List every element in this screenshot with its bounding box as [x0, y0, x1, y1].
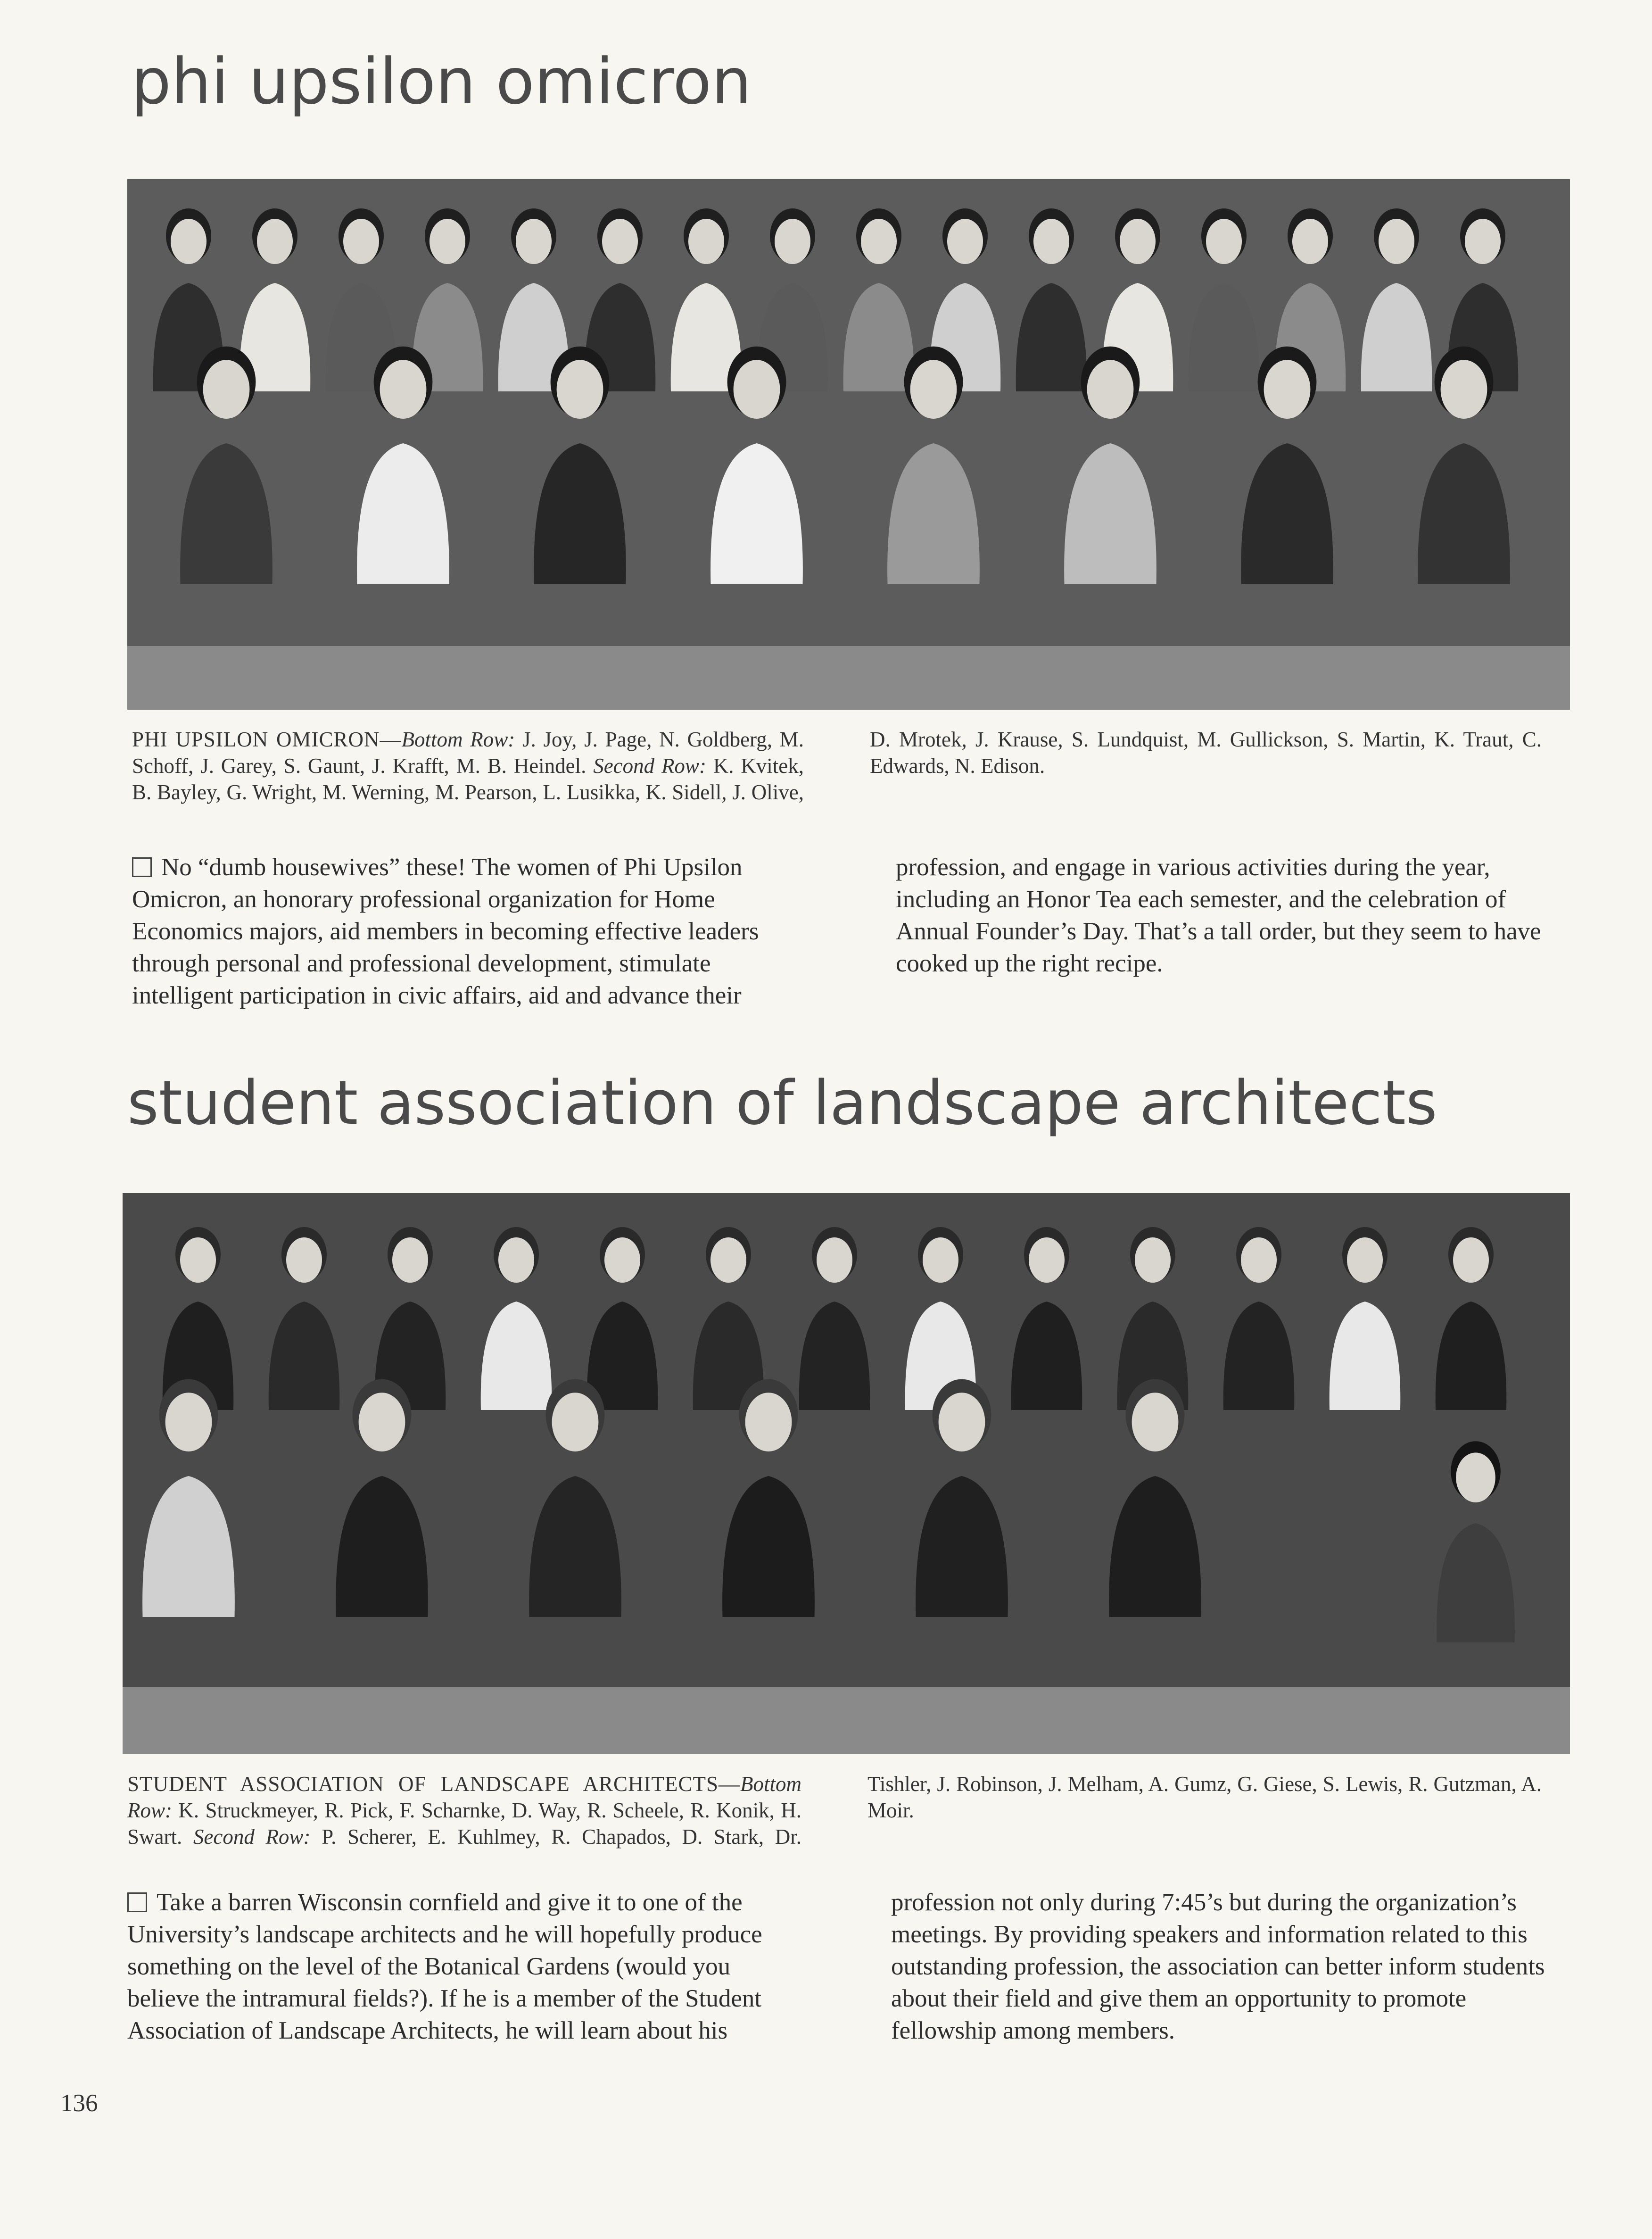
- caption-names: J. Joy, J. Page, N. Goldberg, M. Schoff, J. Garey, S. Gaunt, J. Krafft, M. B. Heindel.: [132, 728, 804, 778]
- caption-names: K. Kvitek, B. Bayley, G. Wright, M. Werning, M. Pearson, L. Lusikka, K. Sidell, J. Olive, D. Mrotek, J. Krause, S. Lundquist, M. Gullickson, S. Martin, K. Traut, C. Edwards, N. Edison.: [132, 728, 1542, 804]
- photo-caption-landscape-architects: [127, 1771, 1542, 1850]
- caption-row-label: Bottom Row:: [127, 1772, 801, 1822]
- caption-lead: PHI UPSILON OMICRON—: [132, 728, 402, 751]
- caption-row-label: Second Row:: [193, 1825, 311, 1849]
- body-paragraph: No “dumb housewives” these! The women of Phi Upsilon Omicron, an honorary professional organization for Home Economics majors, aid members in becoming effective leaders through personal and professional development, stimulate intelligent participation in civic affairs, aid and advance their profession, and engage in various activities during the year, including an Honor Tea each semester, and the celebration of Annual Founder’s Day. That’s a tall order, but they seem to have cooked up the right recipe.: [132, 854, 1541, 1009]
- caption-row-label: Second Row:: [593, 754, 706, 778]
- body-text-landscape-architects: [127, 1886, 1546, 2047]
- body-text-phi-upsilon-omicron: [132, 851, 1546, 1012]
- checkbox-square-icon: [127, 1892, 147, 1912]
- checkbox-square-icon: [132, 857, 152, 877]
- body-paragraph: Take a barren Wisconsin cornfield and give it to one of the University’s landscape architects and he will hopefully produce something on the level of the Botanical Gardens (would you believe the intramural fields?). If he is a member of the Student Association of Landscape Architects, he will learn about his profession not only during 7:45’s but during the organization’s meetings. By providing speakers and information related to this outstanding profession, the association can better inform students about their field and give them an opportunity to promote fellowship among members.: [127, 1889, 1545, 2044]
- caption-row-label: Bottom Row:: [401, 728, 515, 751]
- photo-caption-phi-upsilon-omicron: [132, 726, 1542, 805]
- caption-lead: STUDENT ASSOCIATION OF LANDSCAPE ARCHITECTS—: [127, 1772, 740, 1796]
- caption-names: K. Struckmeyer, R. Pick, F. Scharnke, D. Way, R. Scheele, R. Konik, H. Swart.: [127, 1799, 801, 1849]
- caption-names: P. Scherer, E. Kuhlmey, R. Chapados, D. Stark, Dr. Tishler, J. Robinson, J. Melham, A. Gumz, G. Giese, S. Lewis, R. Gutzman, A. Moir.: [310, 1772, 1542, 1849]
- section-heading-landscape-architects: student association of landscape architects: [127, 1068, 1437, 1138]
- section-heading-phi-upsilon-omicron: phi upsilon omicron: [131, 45, 752, 118]
- page-number: 136: [60, 2090, 98, 2117]
- group-photo-landscape-architects: [123, 1193, 1570, 1754]
- group-photo-phi-upsilon-omicron: [127, 179, 1570, 710]
